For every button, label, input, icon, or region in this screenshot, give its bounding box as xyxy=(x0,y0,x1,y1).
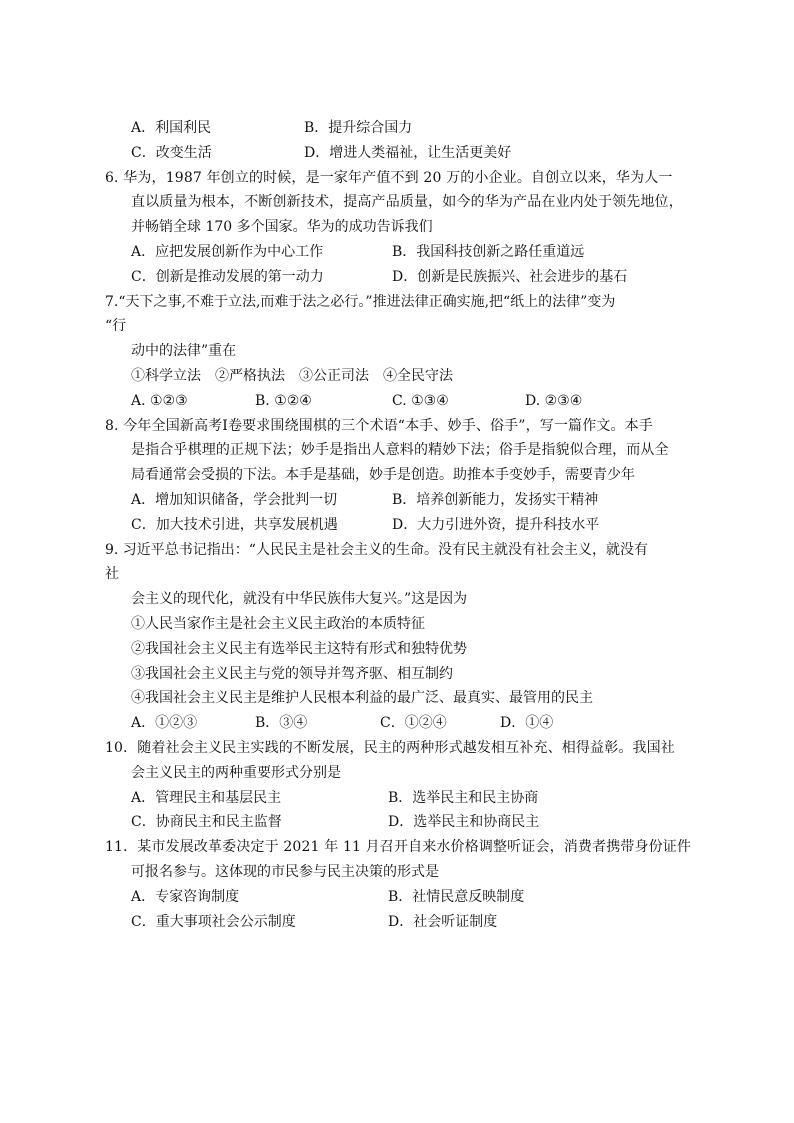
q6-stem-line-2: 直以质量为根本，不断创新技术，提高产品质量，如今的华为产品在业内处于领先地位， xyxy=(131,194,683,211)
q9-stem-line-2: 社 xyxy=(105,566,119,583)
q9-option-b: B．③④ xyxy=(255,715,308,732)
q8-option-b: B．培养创新能力，发扬实干精神 xyxy=(392,491,599,508)
q9-options-row xyxy=(105,711,690,736)
q11-options-row-2 xyxy=(105,910,690,935)
q11-option-c: C．重大事项社会公示制度 xyxy=(131,913,296,930)
q10-stem-line-2: 会主义民主的两种重要形式分别是 xyxy=(131,764,341,781)
q9-option-c: C．①②④ xyxy=(380,715,447,732)
q6-options-row-1 xyxy=(105,240,690,265)
q9-item-4: ④我国社会主义民主是维护人民根本利益的最广泛、最真实、最管用的民主 xyxy=(131,690,593,707)
q10-option-c: C．协商民主和民主监督 xyxy=(131,814,282,831)
q11-stem-line-2: 可报名参与。这体现的市民参与民主决策的形式是 xyxy=(131,863,439,880)
q8-option-d: D．大力引进外资，提升科技水平 xyxy=(392,516,600,533)
q9-stem-line-3: 会主义的现代化，就没有中华民族伟大复兴。”这是因为 xyxy=(131,591,468,608)
q10-option-d: D．选举民主和协商民主 xyxy=(388,814,540,831)
q10-options-row-1 xyxy=(105,786,690,811)
q9-option-a: A．①②③ xyxy=(131,715,198,732)
q5-option-a: A．利国利民 xyxy=(131,120,212,136)
q10-option-b: B．选举民主和民主协商 xyxy=(388,789,539,806)
q6-option-a: A．应把发展创新作为中心工作 xyxy=(131,243,324,260)
q6-stem-line-1: 6. 华为，1987 年创立的时候，是一家年产值不到 20 万的小企业。自创立以来，华为人一 xyxy=(105,169,673,186)
q10-options-row-2 xyxy=(105,810,690,835)
q11-option-b: B．社情民意反映制度 xyxy=(388,888,525,905)
q8-stem-line-3: 局看通常会受损的下法。本手是基础，妙手是创造。助推本手变妙手，需要青少年 xyxy=(131,467,635,484)
q7-option-c: C. ①③④ xyxy=(392,392,449,409)
question-list xyxy=(105,116,690,934)
q8-option-a: A．增加知识储备，学会批判一切 xyxy=(131,491,338,508)
q10-option-a: A．管理民主和基层民主 xyxy=(131,789,282,806)
q5-option-c: C．改变生活 xyxy=(131,144,212,161)
q9-item-1: ①人民当家作主是社会主义民主政治的本质特征 xyxy=(131,615,425,632)
q10-stem-line-1: 10．随着社会主义民主实践的不断发展，民主的两种形式越发相互补充、相得益彰。我国社 xyxy=(105,739,675,756)
q6-option-c: C．创新是推动发展的第一动力 xyxy=(131,268,324,285)
q6-option-d: D．创新是民族振兴、社会进步的基石 xyxy=(392,268,628,285)
q7-stem-line-1: 7.“天下之事,不难于立法,而难于法之必行。”推进法律正确实施,把“纸上的法律”变为 xyxy=(105,293,616,310)
q6-option-b: B．我国科技创新之路任重道远 xyxy=(392,243,585,260)
q7-option-d: D. ②③④ xyxy=(525,392,583,409)
q8-option-c: C．加大技术引进，共享发展机遇 xyxy=(131,516,338,533)
q8-stem-line-1: 8. 今年全国新高考Ⅰ卷要求围绕围棋的三个术语“本手、妙手、俗手”，写一篇作文。本手 xyxy=(105,417,653,434)
q7-items: ①科学立法 ②严格执法 ③公正司法 ④全民守法 xyxy=(131,367,453,384)
q7-option-b: B. ①②④ xyxy=(255,392,312,409)
q7-stem-line-3: 动中的法律”重在 xyxy=(131,343,237,360)
q5-option-d: D．增进人类福祉，让生活更美好 xyxy=(304,144,512,161)
q11-stem-line-1: 11．某市发展改革委决定于 2021 年 11 月召开自来水价格调整听证会，消费者携带身份证件 xyxy=(105,839,692,856)
q5-options-row-2 xyxy=(105,141,690,166)
q9-item-2: ②我国社会主义民主有选举民主这特有形式和独特优势 xyxy=(131,640,467,657)
q8-stem-line-2: 是指合乎棋理的正规下法；妙手是指出人意料的精妙下法；俗手是指貌似合理，而从全 xyxy=(131,442,669,459)
q11-options-row-1 xyxy=(105,885,690,910)
q7-options-row xyxy=(105,389,690,414)
q6-options-row-2 xyxy=(105,265,690,290)
q8-options-row-2 xyxy=(105,513,690,538)
q11-option-a: A．专家咨询制度 xyxy=(131,888,240,905)
q7-option-a: A. ①②③ xyxy=(131,392,188,409)
q7-stem-line-2: “行 xyxy=(105,318,127,335)
q5-option-b: B．提升综合国力 xyxy=(304,120,413,136)
q11-option-d: D．社会听证制度 xyxy=(388,913,498,930)
q9-option-d: D．①④ xyxy=(500,715,554,732)
q5-options-row-1 xyxy=(105,116,690,141)
q8-options-row-1 xyxy=(105,488,690,513)
q6-stem-line-3: 并畅销全球 170 多个国家。华为的成功告诉我们 xyxy=(131,219,433,236)
q9-stem-line-1: 9. 习近平总书记指出：“人民民主是社会主义的生命。没有民主就没有社会主义，就没有 xyxy=(105,541,648,558)
q9-item-3: ③我国社会主义民主与党的领导并驾齐驱、相互制约 xyxy=(131,665,453,682)
